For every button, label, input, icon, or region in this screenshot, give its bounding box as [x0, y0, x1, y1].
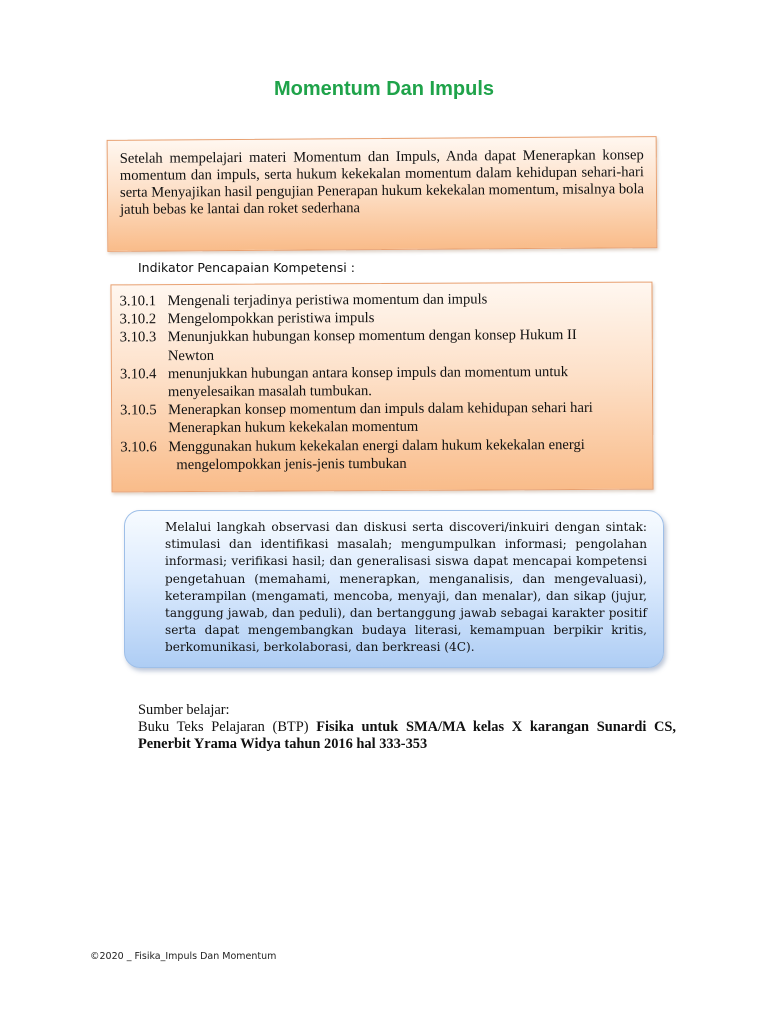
indikator-continuation: mengelompokkan jenis-jenis tumbukan — [176, 455, 407, 473]
indikator-item — [120, 399, 644, 438]
indikator-number: 3.10.5 — [120, 402, 157, 419]
indikator-list — [120, 290, 645, 475]
source-prefix: Buku Teks Pelajaran (BTP) — [138, 719, 317, 735]
indikator-text: Mengelompokkan peristiwa impuls — [167, 310, 375, 328]
indikator-item — [120, 435, 644, 474]
indikator-continuation: menyelesaikan masalah tumbukan. — [167, 383, 372, 401]
page-footer: ©2020 _ Fisika_Impuls Dan Momentum — [90, 951, 277, 962]
source-title: Fisika untuk SMA/MA kelas X karangan Sunardi CS, Penerbit Yrama Widya tahun 2016 hal 333-353 — [138, 719, 677, 752]
indikator-text: Menerapkan konsep momentum dan impuls dalam kehidupan sehari hari — [168, 400, 593, 419]
indikator-number: 3.10.4 — [119, 365, 157, 383]
learning-objective-text: Setelah mempelajari materi Momentum dan Impuls, Anda dapat Menerapkan konsep momentum dan impuls, serta hukum kekekalan momentum dalam kehidupan sehari-hari serta Menyajikan hasil pengujian Penerapan hukum kekekalan momentum, misalnya bola jatuh bebas ke lantai dan roket sederhana — [119, 147, 645, 218]
indikator-continuation: Newton — [167, 347, 215, 364]
indikator-number: 3.10.2 — [119, 311, 157, 328]
indikator-text: Mengenali terjadinya peristiwa momentum dan impuls — [167, 291, 488, 310]
indikator-number: 3.10.1 — [119, 293, 157, 310]
indikator-text: Menggunakan hukum kekekalan energi dalam hukum kekekalan energi — [168, 436, 585, 455]
indikator-text: menunjukkan hubungan antara konsep impuls dan momentum untuk — [167, 363, 569, 382]
indikator-number: 3.10.6 — [120, 438, 157, 455]
indikator-heading: Indikator Pencapaian Kompetensi : — [138, 260, 355, 275]
source-reference — [138, 719, 676, 753]
learning-method-box — [124, 510, 664, 668]
learning-method-text: Melalui langkah observasi dan diskusi serta discoveri/inkuiri dengan sintak: stimulasi dan identifikasi masalah; mengumpulkan informasi; pengolahan informasi; verifikasi hasil; dan generalisasi siswa dapat mencapai kompetensi pengetahuan (memahami, menerapkan, menganalisis, dan mengevaluasi), keterampilan (mengamati, mencoba, menyaji, dan menalar), dan sikap (jujur, tanggung jawab, dan peduli), dan bertanggung jawab sebagai karakter positif serta dapat mengembangkan budaya literasi, kemampuan berpikir kritis, berkomunikasi, berkolaborasi, dan berkreasi (4C). — [165, 520, 647, 655]
learning-objective-box — [107, 136, 658, 252]
page-title: Momentum Dan Impuls — [273, 78, 494, 100]
indikator-continuation: Menerapkan hukum kekekalan momentum — [168, 419, 419, 437]
indikator-text: Menunjukkan hubungan konsep momentum dengan konsep Hukum II — [167, 327, 577, 346]
indikator-box — [110, 282, 653, 493]
indikator-item — [120, 326, 644, 365]
indikator-item — [120, 362, 644, 401]
indikator-number: 3.10.3 — [119, 329, 157, 346]
source-section — [138, 702, 676, 753]
source-label: Sumber belajar: — [138, 702, 230, 718]
